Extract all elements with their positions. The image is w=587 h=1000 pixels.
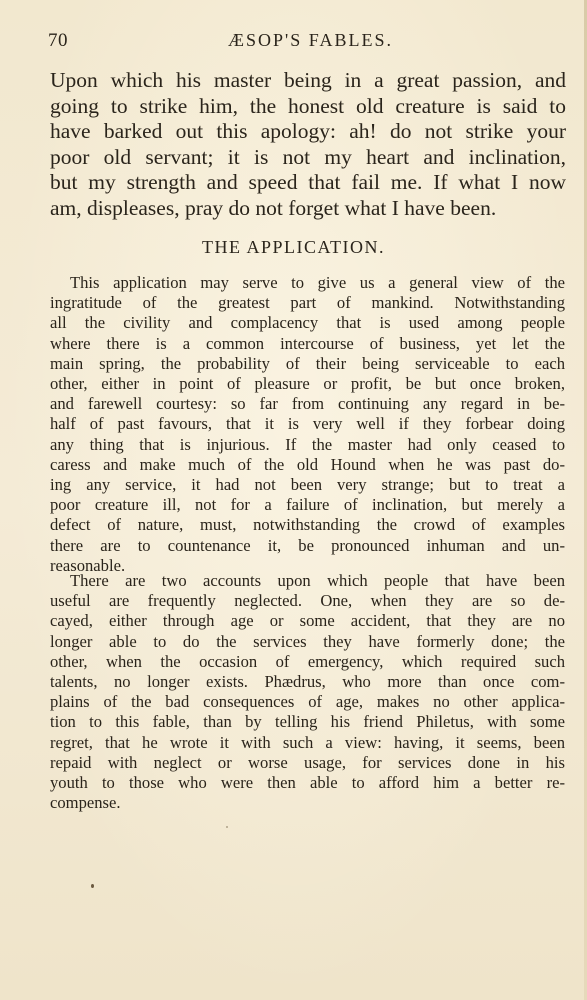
text-line: all the civility and complacency that is used among people [50, 313, 565, 333]
text-line: reasonable. [50, 555, 126, 575]
text-line: useful are frequently neglected. One, when they are so de- [50, 591, 565, 611]
text-line: but my strength and speed that fail me. If what I now [50, 170, 566, 194]
text-line: poor old servant; it is not my heart and inclination, [50, 144, 566, 169]
text-line: ing any service, it had not been very strange; but to treat a [50, 475, 565, 495]
paper-speck [226, 826, 228, 828]
text-line: regret, that he wrote it with such a view: having, it seems, been [50, 732, 565, 752]
text-line: and farewell courtesy: so far from continuing any regard in be- [50, 394, 565, 414]
page-number: 70 [48, 30, 68, 51]
text-line: talents, no longer exists. Phædrus, who more than once com- [50, 672, 565, 692]
text-line: going to strike him, the honest old creature is said to [50, 93, 566, 118]
text-line: any thing that is injurious. If the master had only ceased to [50, 434, 565, 454]
text-line: main spring, the probability of their being serviceable to each [50, 353, 565, 373]
text-line: other, either in point of pleasure or profit, be but once broken, [50, 374, 565, 394]
fable-closing-paragraph [50, 68, 566, 221]
text-line: There are two accounts upon which people that have been [70, 571, 565, 590]
text-line: This application may serve to give us a general view of the [70, 273, 565, 292]
text-line: where there is a common intercourse of business, yet let the [50, 333, 565, 353]
text-line: poor creature ill, not for a failure of inclination, but merely a [50, 495, 565, 515]
application-paragraph-2 [50, 571, 565, 813]
paper-speck [91, 884, 94, 888]
running-head: ÆSOP'S FABLES. [228, 30, 393, 50]
text-line: defect of nature, must, notwithstanding the crowd of examples [50, 515, 565, 535]
text-line: ingratitude of the greatest part of mankind. Notwithstanding [50, 293, 565, 313]
text-line: compense. [50, 793, 121, 813]
text-line: plains of the bad consequences of age, makes no other applica- [50, 692, 565, 712]
section-heading: THE APPLICATION. [201, 237, 385, 257]
text-line: am, displeases, pray do not forget what I have been. [50, 195, 497, 220]
text-line: longer able to do the services they have formerly done; the [50, 631, 565, 651]
text-line: Upon which his master being in a great passion, and [50, 68, 566, 92]
text-line: other, when the occasion of emergency, which required such [50, 651, 565, 671]
text-line: youth to those who were then able to afford him a better re- [50, 773, 565, 793]
text-line: have barked out this apology: ah! do not strike your [50, 119, 566, 143]
text-line: repaid with neglect or worse usage, for services done in his [50, 752, 565, 772]
text-line: cayed, either through age or some accident, that they are no [50, 611, 565, 631]
text-line: tion to this fable, than by telling his friend Philetus, with some [50, 712, 565, 732]
text-line: caress and make much of the old Hound when he was past do- [50, 454, 565, 474]
text-line: half of past favours, that it is very well if they forbear doing [50, 414, 565, 434]
text-line: there are to countenance it, be pronounced inhuman and un- [50, 535, 565, 555]
application-paragraph-1 [50, 273, 565, 576]
